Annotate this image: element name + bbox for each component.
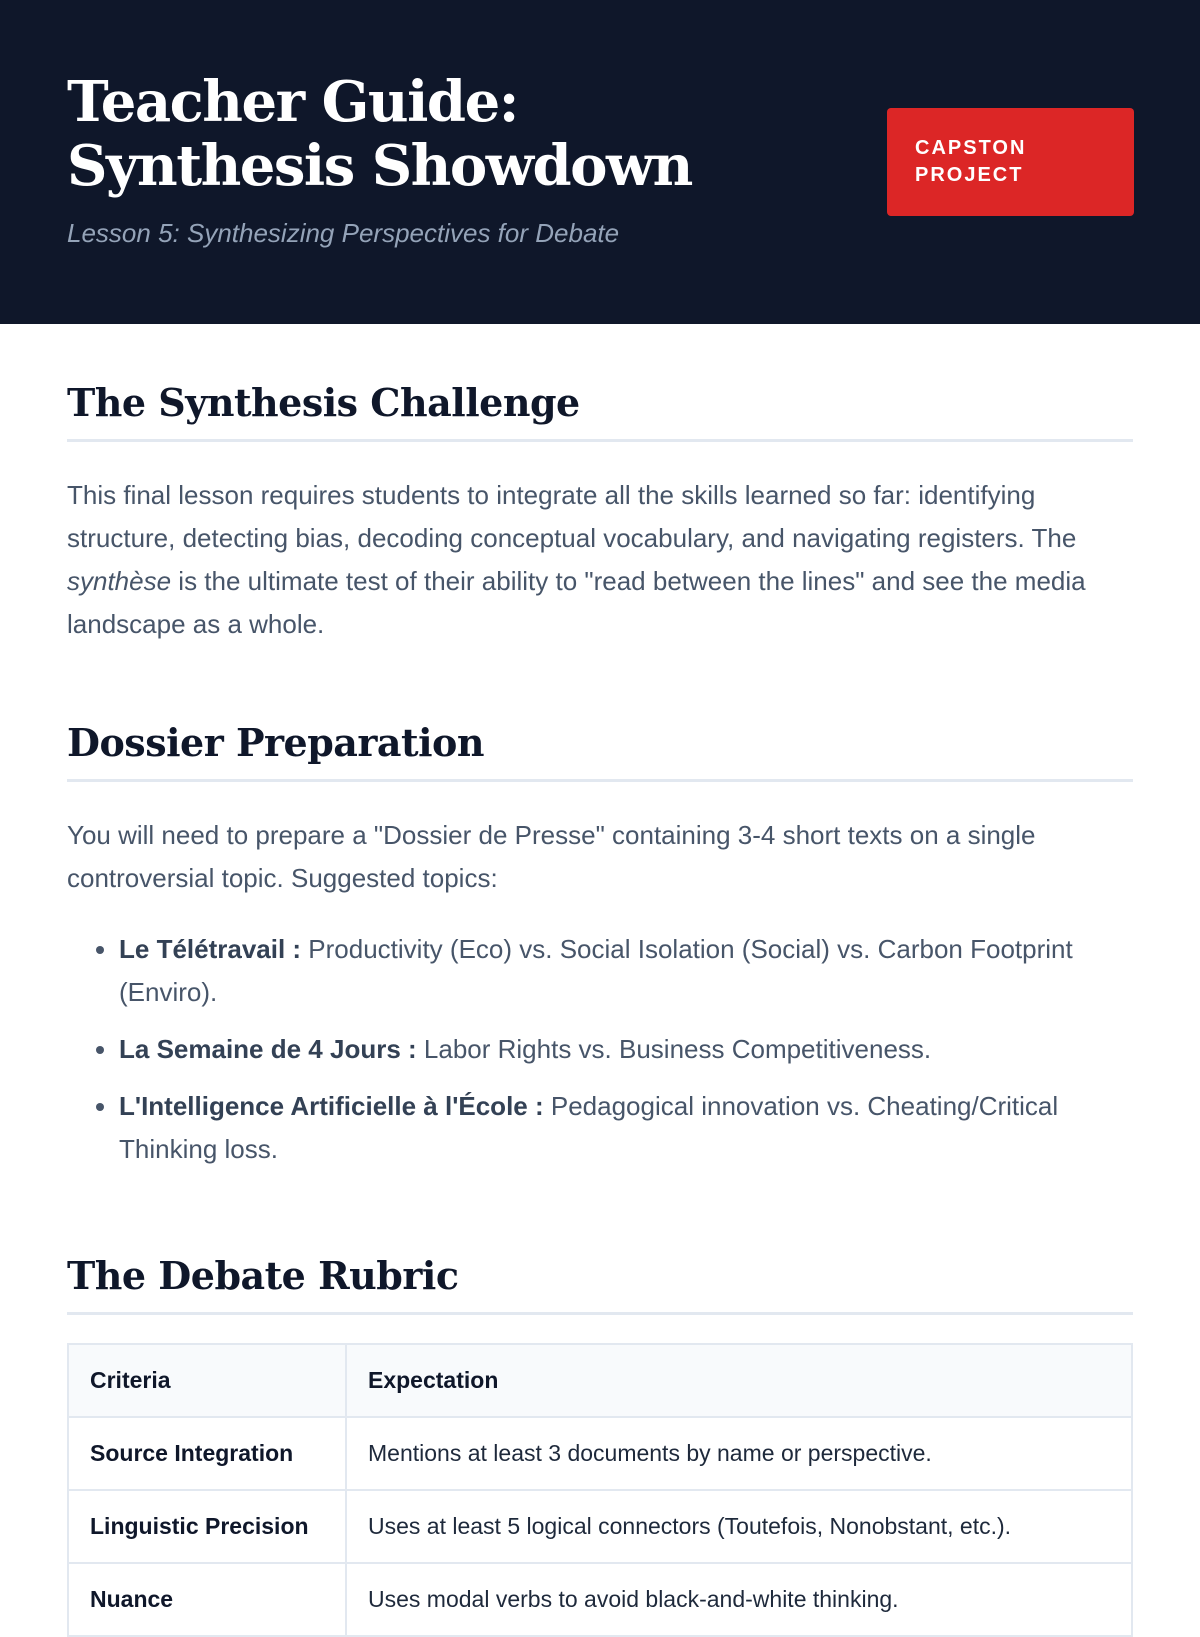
topic-list: [67, 928, 1133, 1171]
topic-description: Pedagogical innovation vs. Cheating/Critical Thinking loss.: [119, 1091, 1059, 1164]
column-header-expectation: Expectation: [346, 1344, 1132, 1417]
rubric-heading: The Debate Rubric: [67, 1253, 1133, 1315]
topic-description: Labor Rights vs. Business Competitiveness.: [416, 1034, 932, 1064]
column-header-criteria: Criteria: [68, 1344, 346, 1417]
dossier-section: [67, 646, 1133, 1171]
table-row: [68, 1417, 1132, 1490]
list-item: [119, 928, 1133, 1014]
synthesis-text-before: This final lesson requires students to integrate all the skills learned so far: identifying structure, detecting bias, decoding conceptual vocabulary, and navigating registers. The: [67, 480, 1077, 553]
topic-description: Productivity (Eco) vs. Social Isolation (Social) vs. Carbon Footprint (Enviro).: [119, 934, 1073, 1007]
synthesis-text-after: is the ultimate test of their ability to "read between the lines" and see the media landscape as a whole.: [67, 566, 1086, 639]
synthesis-emphasis: synthèse: [67, 566, 172, 596]
criteria-cell: Nuance: [68, 1563, 346, 1636]
rubric-section: [67, 1185, 1133, 1637]
synthesis-paragraph: [67, 474, 1133, 646]
page-header: [0, 0, 1200, 324]
expectation-cell: Mentions at least 3 documents by name or perspective.: [346, 1417, 1132, 1490]
page-subtitle: Lesson 5: Synthesizing Perspectives for Debate: [67, 218, 620, 248]
expectation-cell: Uses modal verbs to avoid black-and-white thinking.: [346, 1563, 1132, 1636]
list-item: [119, 1085, 1133, 1171]
main-content: [0, 324, 1200, 1637]
topic-term: Le Télétravail :: [119, 934, 302, 964]
rubric-table: [67, 1343, 1133, 1637]
topic-term: L'Intelligence Artificielle à l'École :: [119, 1091, 544, 1121]
table-row: [68, 1490, 1132, 1563]
topic-term: La Semaine de 4 Jours :: [119, 1034, 417, 1064]
criteria-cell: Linguistic Precision: [68, 1490, 346, 1563]
table-header-row: [68, 1344, 1132, 1417]
dossier-heading: Dossier Preparation: [67, 720, 1133, 782]
expectation-cell: Uses at least 5 logical connectors (Toutefois, Nonobstant, etc.).: [346, 1490, 1132, 1563]
capstone-badge: CAPSTON PROJECT: [887, 108, 1134, 216]
list-item: [119, 1028, 1133, 1071]
page-title: Teacher Guide: Synthesis Showdown: [67, 69, 692, 199]
synthesis-heading: The Synthesis Challenge: [67, 380, 1133, 442]
synthesis-section: [67, 324, 1133, 646]
dossier-intro: You will need to prepare a "Dossier de Presse" containing 3-4 short texts on a single controversial topic. Suggested topics:: [67, 820, 1036, 893]
criteria-cell: Source Integration: [68, 1417, 346, 1490]
